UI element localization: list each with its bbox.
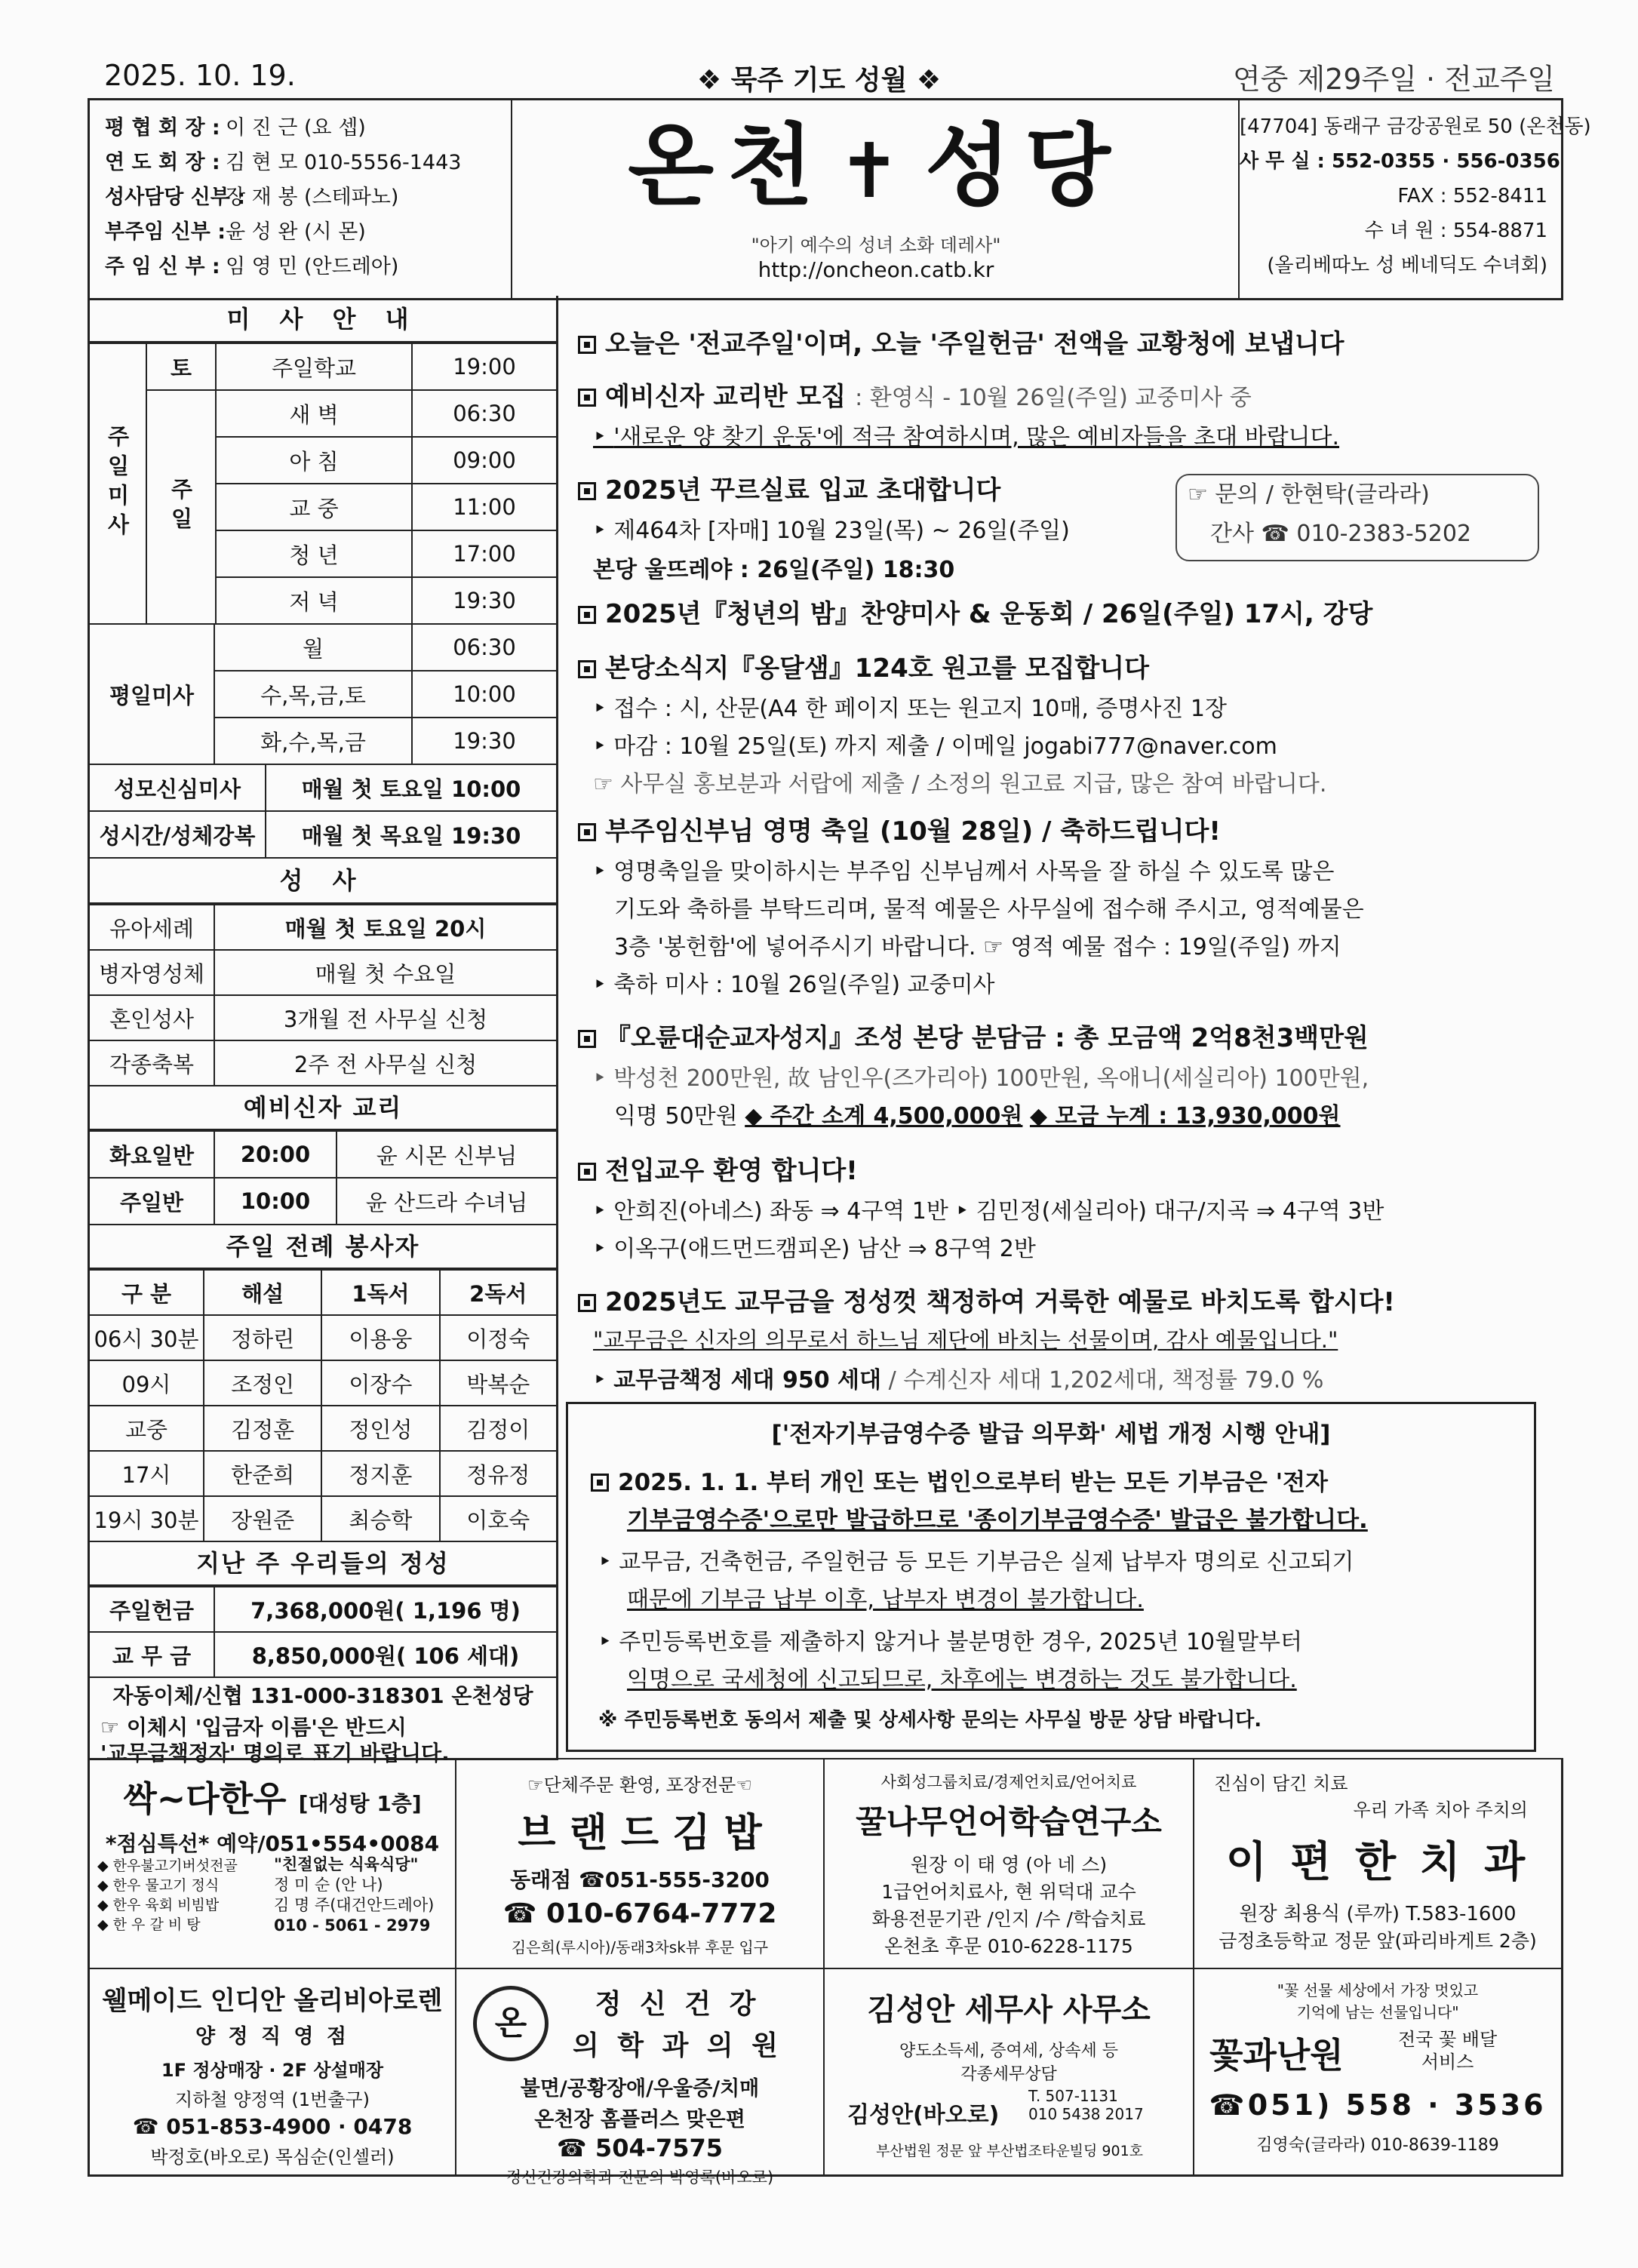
masthead <box>88 98 1591 300</box>
notice-line: ‣ 제464차 [자매] 10월 23일(목) ~ 26일(주일) <box>593 518 1070 544</box>
parish-patron: "아기 예수의 성녀 소화 데레사" <box>751 235 1001 256</box>
parish-url[interactable]: http://oncheon.catb.kr <box>758 257 994 282</box>
tax-line: 때문에 기부금 납부 이후, 납부자 변경이 불가합니다. <box>627 1587 1144 1613</box>
clergy-row: 연 도 회 장 : 김 현 모 010-5556-1443 <box>105 151 462 174</box>
cross-icon: ✝ <box>837 127 914 215</box>
tax-line: 익명으로 국세청에 신고되므로, 차후에는 변경하는 것도 불가합니다. <box>627 1667 1297 1693</box>
notice-martyrs-shrine: 『오륜대순교자성지』조성 본당 분담금 : 총 모금액 2억8천3백만원 <box>578 1017 1369 1054</box>
bullet-icon <box>578 1030 596 1048</box>
ad-speech-center: 사회성그룹치료/경제언치료/언어치료 꿀나무언어학습연구소 원장 이 태 영 (아 네 스) 1급언어치료사, 현 위덕대 교수 화용전문기관 /인지 /수 /학습치료 온천초 후문 010-6228-1175 <box>825 1759 1194 1969</box>
bullet-icon <box>578 1294 596 1312</box>
tax-receipt-notice <box>566 1402 1536 1752</box>
mass-title: 미 사 안 내 <box>90 296 556 343</box>
bank-account: 자동이체/신협 131-000-318301 온천성당 <box>112 1683 533 1708</box>
ad-hanwoo: 싹~다한우 [대성탕 1층] *점심특선* 예약/051•554•0084 ◆ 한우불고기버섯전골 ◆ 한우 물고기 정식 ◆ 한우 육회 비빔밥 ◆ 한 우 갈 비 탕 "친절없는 식육식당" 정 미 순 (안 나) 김 명 주(대건안드레아) 010 - 5061 - 2979 <box>90 1759 456 1969</box>
notice-line: 익명 50만원 ◆ 주간 소계 4,500,000원 ◆ 모금 누계 : 13,930,000원 <box>614 1103 1341 1129</box>
ad-olivia-lauren: 웰메이드 인디안 올리비아로렌 양 정 직 영 점 1F 정상매장 · 2F 상설매장 지하철 양정역 (1번출구) ☎ 051-853-4900 · 0478 박정호(바오로) 목심순(인셀러) <box>90 1969 456 2174</box>
bullet-icon <box>578 482 596 500</box>
special-mass-table: 성모신심미사 매월 첫 토요일 10:00 성시간/성체강복 매월 첫 목요일 19:30 <box>90 764 556 859</box>
clergy-row: 주 임 신 부 : 임 영 민 (안드레아) <box>105 255 399 278</box>
notice-line: ‣ 안희진(아네스) 좌동 ⇒ 4구역 1반 ‣ 김민정(세실리아) 대구/지곡 ⇒ 4구역 3반 <box>593 1198 1384 1225</box>
clergy-row: 성사담당 신부 :장 재 봉 (스테파노) <box>105 186 399 209</box>
parish-logo-block <box>514 100 1240 298</box>
parish-contact: [47704] 동래구 금강공원로 50 (온천동) 사 무 실 : 552-0355 · 556-0356 FAX : 552-8411 수 녀 원 : 554-8871 (올리베따노 성 베네딕도 수녀회) <box>1240 115 1591 277</box>
bullet-icon <box>591 1474 609 1492</box>
notice-tithe: 2025년도 교무금을 정성껏 책정하여 거룩한 예물로 바치도록 합시다! <box>578 1281 1395 1318</box>
bullet-icon <box>578 606 596 624</box>
issue-date: 2025. 10. 19. <box>104 59 296 92</box>
ad-dental: 진심이 담긴 치료 우리 가족 치아 주치의 이 편 한 치 과 원장 최용식 (루까) T.583-1600 금정초등학교 정문 앞(파리바게트 2층) <box>1194 1759 1561 1969</box>
bullet-icon <box>578 1163 596 1181</box>
servers-table: 구 분 해설 1독서 2독서 06시 30분 정하린 이용웅 이정숙 09시 조정인 이장수 박복순 교중 김정훈 정인성 김정이 17시 한준희 정지훈 정유정 19시 30분 장원준 최승학 이호숙 <box>90 1269 556 1542</box>
ad-tax-accountant: 김성안 세무사 사무소 양도소득세, 증여세, 상속세 등 각종세무상담 김성안(바오로) T. 507-1131 010 5438 2017 부산법원 정문 앞 부산법조타운빌딩 901호 <box>825 1969 1194 2174</box>
notice-mission-sunday: 오늘은 '전교주일'이며, 오늘 '주일헌금' 전액을 교황청에 보냅니다 <box>578 323 1345 360</box>
notice-line: 본당 울뜨레야 : 26일(주일) 18:30 <box>593 557 955 583</box>
catechumen-table: 화요일반 20:00 윤 시몬 신부님 주일반 10:00 윤 산드라 수녀님 <box>90 1130 556 1225</box>
transfer-note: '교무금책정자' 명의로 표기 바랍니다. <box>100 1741 450 1766</box>
offering-table: 주일헌금 7,368,000원( 1,196 명) 교 무 금 8,850,000원( 106 세대) <box>90 1586 556 1678</box>
notice-line: ‣ 마감 : 10월 25일(토) 까지 제출 / 이메일 jogabi777@naver.com <box>593 733 1277 760</box>
transfer-note: ☞ 이체시 '입금자 이름'은 반드시 <box>100 1715 407 1740</box>
notice-cursillo: 2025년 꾸르실료 입교 초대합니다 <box>578 469 1000 506</box>
notice-line: ‣ 접수 : 시, 산문(A4 한 페이지 또는 원고지 10매, 증명사진 1장 <box>593 696 1227 722</box>
catechumen-title: 예비신자 교리 <box>90 1085 556 1130</box>
notice-line: ☞ 사무실 홍보분과 서랍에 제출 / 소정의 원고료 지급, 많은 참여 바랍니다. <box>593 771 1327 797</box>
bullet-icon <box>578 823 596 841</box>
ad-kimbap: ☞단체주문 환영, 포장전문☜ 브 랜 드 김 밥 동래점 ☎051-555-3200 ☎ 010-6764-7772 김은희(루시아)/동래3차sk뷰 후문 입구 <box>456 1759 825 1969</box>
notice-line: ‣ 이옥구(애드먼드캠피온) 남산 ⇒ 8구역 2반 <box>593 1236 1036 1262</box>
weekday-mass-table: 평일미사 월 06:30 수,목,금,토 10:00 화,수,목,금 19:30 <box>90 623 556 765</box>
servers-title: 주일 전례 봉사자 <box>90 1224 556 1269</box>
tax-title: ['전자기부금영수증 발급 의무화' 세법 개정 시행 안내] <box>771 1421 1331 1448</box>
notice-line: ‣ 영명축일을 맞이하시는 부주임 신부님께서 사목을 잘 하실 수 있도록 많은 <box>593 859 1335 885</box>
tax-line: 기부금영수증'으로만 발급하므로 '종이기부금영수증' 발급은 불가합니다. <box>627 1507 1368 1534</box>
tax-line: ‣ 주민등록번호를 제출하지 않거나 불분명한 경우, 2025년 10월말부터 <box>598 1629 1303 1655</box>
clergy-row: 부주임 신부 :윤 성 완 (시 몬) <box>105 220 366 244</box>
notice-line: 기도와 축하를 부탁드리며, 물적 예물은 사무실에 접수해 주시고, 영적예물은 <box>614 896 1364 923</box>
notice-line: ‣ 박성천 200만원, 故 남인우(즈가리아) 100만원, 옥애니(세실리아) 100만원, <box>593 1065 1369 1092</box>
parish-name: 온천 ✝ 성당 <box>628 114 1124 218</box>
notice-youth-night: 2025년『청년의 밤』찬양미사 & 운동회 / 26일(주일) 17시, 강당 <box>578 593 1372 630</box>
notice-line: ‣ 교무금책정 세대 950 세대 / 수계신자 세대 1,202세대, 책정률 79.0 % <box>593 1367 1324 1394</box>
ad-psychiatry: 온 정 신 건 강 의 학 과 의 원 불면/공황장애/우울증/치매 온천장 홈플러스 맞은편 ☎ 504-7575 정신건강의학과 전문의 박영록(바오로) <box>456 1969 825 2174</box>
bullet-icon <box>578 389 596 407</box>
notice-newsletter: 본당소식지『옹달샘』124호 원고를 모집합니다 <box>578 647 1149 684</box>
notice-line: 3층 '봉헌함'에 넣어주시기 바랍니다. ☞ 영적 예물 접수 : 19일(주일) 까지 <box>614 934 1341 960</box>
ads-section <box>88 1758 1563 2187</box>
sacraments-table: 유아세례 매월 첫 토요일 20시 병자영성체 매월 첫 수요일 혼인성사 3개월 전 사무실 신청 각종축복 2주 전 사무실 신청 <box>90 904 556 1086</box>
tax-line: 2025. 1. 1. 부터 개인 또는 법인으로부터 받는 모든 기부금은 '전자 <box>591 1463 1328 1497</box>
clinic-logo: 온 <box>473 1986 549 2061</box>
schedule-column <box>88 296 558 1766</box>
tax-line: ※ 주민등록번호 동의서 제출 및 상세사항 문의는 사무실 방문 상담 바랍니다. <box>598 1709 1262 1732</box>
notice-catechumen: 예비신자 교리반 모집 : 환영식 - 10월 26일(주일) 교중미사 중 <box>578 376 1252 413</box>
notice-newcomers: 전입교우 환영 합니다! <box>578 1150 858 1187</box>
offering-title: 지난 주 우리들의 정성 <box>90 1541 556 1586</box>
month-theme: ❖ 묵주 기도 성월 ❖ <box>696 65 942 96</box>
cursillo-contact-box: ☞ 문의 / 한현탁(글라라) 간사 ☎ 010-2383-5202 <box>1175 474 1539 561</box>
notice-line: "교무금은 신자의 의무로서 하느님 제단에 바치는 선물이며, 감사 예물입니다." <box>593 1327 1338 1353</box>
bullet-icon <box>578 660 596 678</box>
ad-florist: "꽃 선물 세상에서 가장 멋있고 기억에 남는 선물입니다" 꽃과난원 전국 꽃 배달 서비스 ☎051) 558 · 3536 김영숙(글라라) 010-8639-1189 <box>1209 1981 1547 2155</box>
sunday-mass-table: 주일미사 토 주일학교 19:00 주일 새 벽 06:30 아 침 09:00 교 중 11:00 청 년 17:00 저 녁 19:30 <box>90 343 556 625</box>
notice-line: ‣ 축하 미사 : 10월 26일(주일) 교중미사 <box>593 972 995 998</box>
sacraments-title: 성 사 <box>90 857 556 904</box>
notice-line: ‣ '새로운 양 찾기 운동'에 적극 참여하시며, 많은 예비자들을 초대 바랍니다. <box>593 424 1340 450</box>
clergy-row: 평 협 회 장 : 이 진 근 (요 셉) <box>105 116 366 140</box>
notice-feast: 부주임신부님 영명 축일 (10월 28일) / 축하드립니다! <box>578 810 1221 847</box>
tax-line: ‣ 교무금, 건축헌금, 주일헌금 등 모든 기부금은 실제 납부자 명의로 신고되기 <box>598 1549 1354 1575</box>
bullet-icon <box>578 336 596 354</box>
clergy-list <box>90 100 512 298</box>
liturgical-sunday: 연중 제29주일 · 전교주일 <box>1232 63 1555 96</box>
